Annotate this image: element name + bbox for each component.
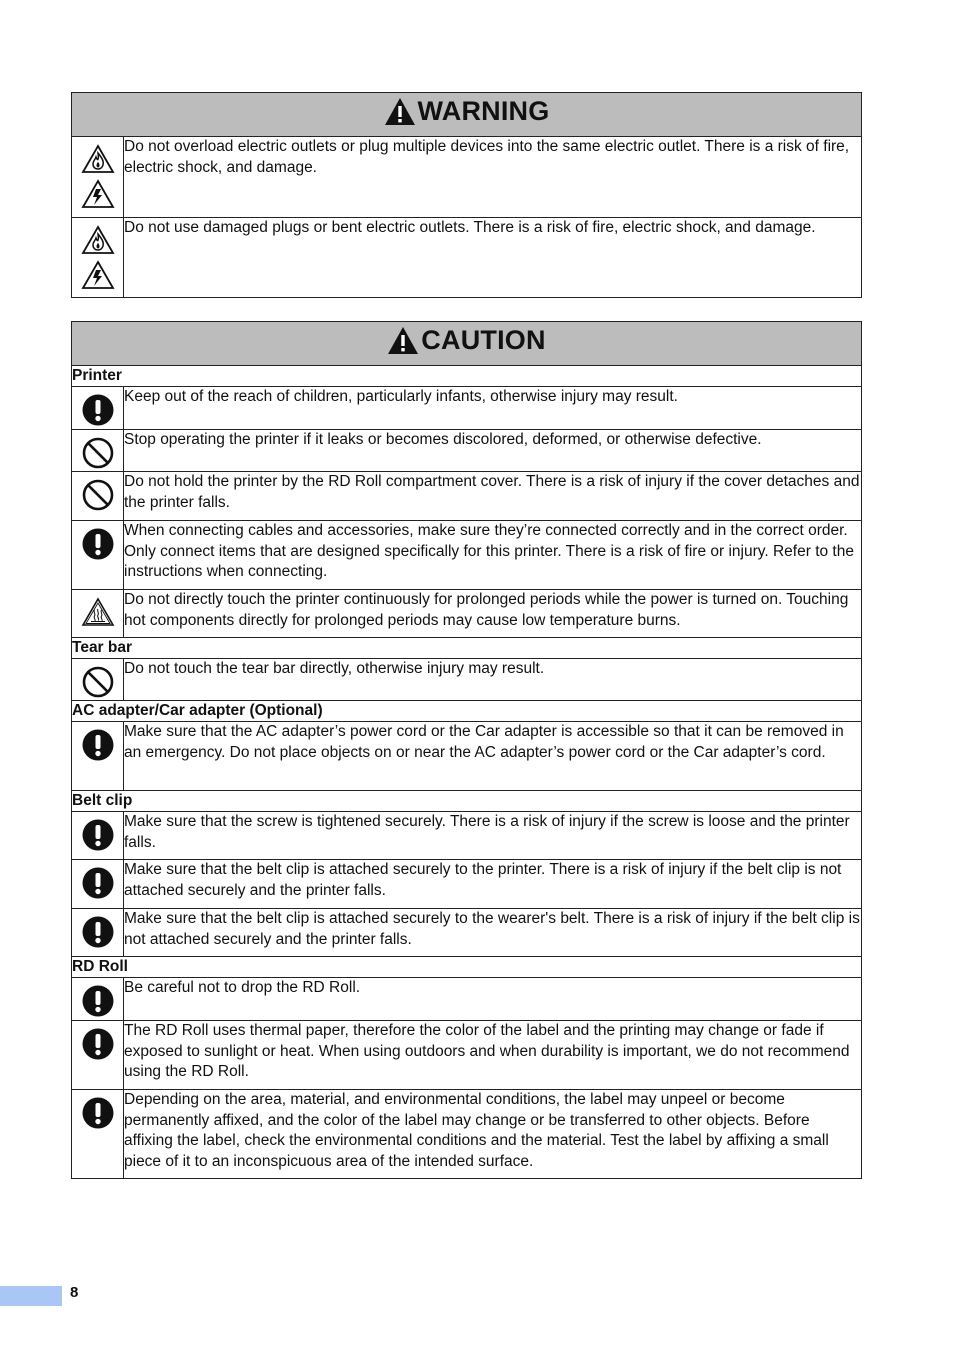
warning-icon-cell xyxy=(72,218,124,298)
caution-icon-cell xyxy=(72,387,124,430)
warning-text: Do not overload electric outlets or plug multiple devices into the same electric outlet. There is a risk of fire, electric shock, and damage. xyxy=(124,137,862,218)
mandatory-action-icon xyxy=(82,985,114,1017)
mandatory-action-icon xyxy=(82,528,114,560)
caution-text: Do not directly touch the printer continuously for prolonged periods while the power is turned on. Touching hot components directly for prolonged periods may cause low temperature burns. xyxy=(124,590,862,638)
fire-hazard-icon xyxy=(81,225,115,255)
prohibited-icon xyxy=(82,437,114,469)
caution-row xyxy=(72,387,862,430)
electric-shock-icon xyxy=(81,179,115,209)
warning-icon-cell xyxy=(72,137,124,218)
warning-row xyxy=(72,218,862,298)
caution-icon-cell xyxy=(72,472,124,521)
caution-icon-cell xyxy=(72,909,124,957)
mandatory-action-icon xyxy=(82,1097,114,1129)
caution-text: Make sure that the screw is tightened securely. There is a risk of injury if the screw is loose and the printer falls. xyxy=(124,812,862,860)
caution-text: When connecting cables and accessories, make sure they’re connected correctly and in the correct order. Only connect items that are designed specifically for this printer. There is a risk of fire or injury. Refer to the instructions when connecting. xyxy=(124,521,862,590)
warning-triangle-icon xyxy=(387,326,419,355)
caution-icon-cell xyxy=(72,978,124,1021)
mandatory-action-icon xyxy=(82,916,114,948)
caution-row xyxy=(72,1090,862,1179)
caution-title: CAUTION xyxy=(421,325,546,355)
warning-table xyxy=(71,92,862,298)
page-number: 8 xyxy=(70,1284,79,1301)
warning-triangle-icon xyxy=(384,97,416,126)
warning-row xyxy=(72,137,862,218)
section-heading-printer: Printer xyxy=(72,366,862,387)
caution-row xyxy=(72,472,862,521)
mandatory-action-icon xyxy=(82,867,114,899)
warning-header xyxy=(72,93,862,137)
warning-text: Do not use damaged plugs or bent electric outlets. There is a risk of fire, electric shock, and damage. xyxy=(124,218,862,298)
prohibited-icon xyxy=(82,479,114,511)
prohibited-icon xyxy=(82,666,114,698)
caution-icon-cell xyxy=(72,860,124,909)
section-heading-tear-bar: Tear bar xyxy=(72,638,862,659)
caution-icon-cell xyxy=(72,521,124,590)
warning-title: WARNING xyxy=(417,96,550,126)
section-heading-rd-roll: RD Roll xyxy=(72,957,862,978)
section-heading-ac-adapter: AC adapter/Car adapter (Optional) xyxy=(72,701,862,722)
fire-hazard-icon xyxy=(81,144,115,174)
caution-row xyxy=(72,812,862,860)
caution-text: Make sure that the belt clip is attached securely to the printer. There is a risk of injury if the belt clip is not attached securely and the printer falls. xyxy=(124,860,862,909)
caution-row xyxy=(72,909,862,957)
caution-row xyxy=(72,659,862,701)
caution-icon-cell xyxy=(72,1090,124,1179)
caution-icon-cell xyxy=(72,722,124,791)
mandatory-action-icon xyxy=(82,729,114,761)
caution-row xyxy=(72,722,862,791)
caution-icon-cell xyxy=(72,590,124,638)
electric-shock-icon xyxy=(81,260,115,290)
caution-row xyxy=(72,430,862,472)
caution-text: Do not hold the printer by the RD Roll compartment cover. There is a risk of injury if the cover detaches and the printer falls. xyxy=(124,472,862,521)
page-number-tab xyxy=(0,1286,62,1306)
caution-icon-cell xyxy=(72,659,124,701)
hot-surface-icon xyxy=(81,597,115,627)
caution-header xyxy=(72,322,862,366)
caution-text: Make sure that the belt clip is attached securely to the wearer's belt. There is a risk of injury if the belt clip is not attached securely and the printer falls. xyxy=(124,909,862,957)
caution-text: Be careful not to drop the RD Roll. xyxy=(124,978,862,1021)
mandatory-action-icon xyxy=(82,819,114,851)
caution-text: Depending on the area, material, and environmental conditions, the label may unpeel or become permanently affixed, and the color of the label may change or be transferred to other objects. Before affixing the label, check the environmental conditions and the material. Test the label by affixing a small piece of it to an inconspicuous area of the intended surface. xyxy=(124,1090,862,1179)
caution-icon-cell xyxy=(72,430,124,472)
caution-icon-cell xyxy=(72,1021,124,1090)
caution-row xyxy=(72,1021,862,1090)
caution-text: Do not touch the tear bar directly, otherwise injury may result. xyxy=(124,659,862,701)
caution-text: Make sure that the AC adapter’s power cord or the Car adapter is accessible so that it can be removed in an emergency. Do not place objects on or near the AC adapter’s power cord or the Car adapter’s cord. xyxy=(124,722,862,791)
mandatory-action-icon xyxy=(82,1028,114,1060)
caution-text: Stop operating the printer if it leaks or becomes discolored, deformed, or otherwise defective. xyxy=(124,430,862,472)
caution-table xyxy=(71,321,862,1179)
caution-text: Keep out of the reach of children, particularly infants, otherwise injury may result. xyxy=(124,387,862,430)
caution-row xyxy=(72,978,862,1021)
caution-row xyxy=(72,860,862,909)
caution-row xyxy=(72,590,862,638)
caution-text: The RD Roll uses thermal paper, therefore the color of the label and the printing may change or fade if exposed to sunlight or heat. When using outdoors and when durability is important, we do not recommend using the RD Roll. xyxy=(124,1021,862,1090)
section-heading-belt-clip: Belt clip xyxy=(72,791,862,812)
mandatory-action-icon xyxy=(82,394,114,426)
caution-row xyxy=(72,521,862,590)
caution-icon-cell xyxy=(72,812,124,860)
